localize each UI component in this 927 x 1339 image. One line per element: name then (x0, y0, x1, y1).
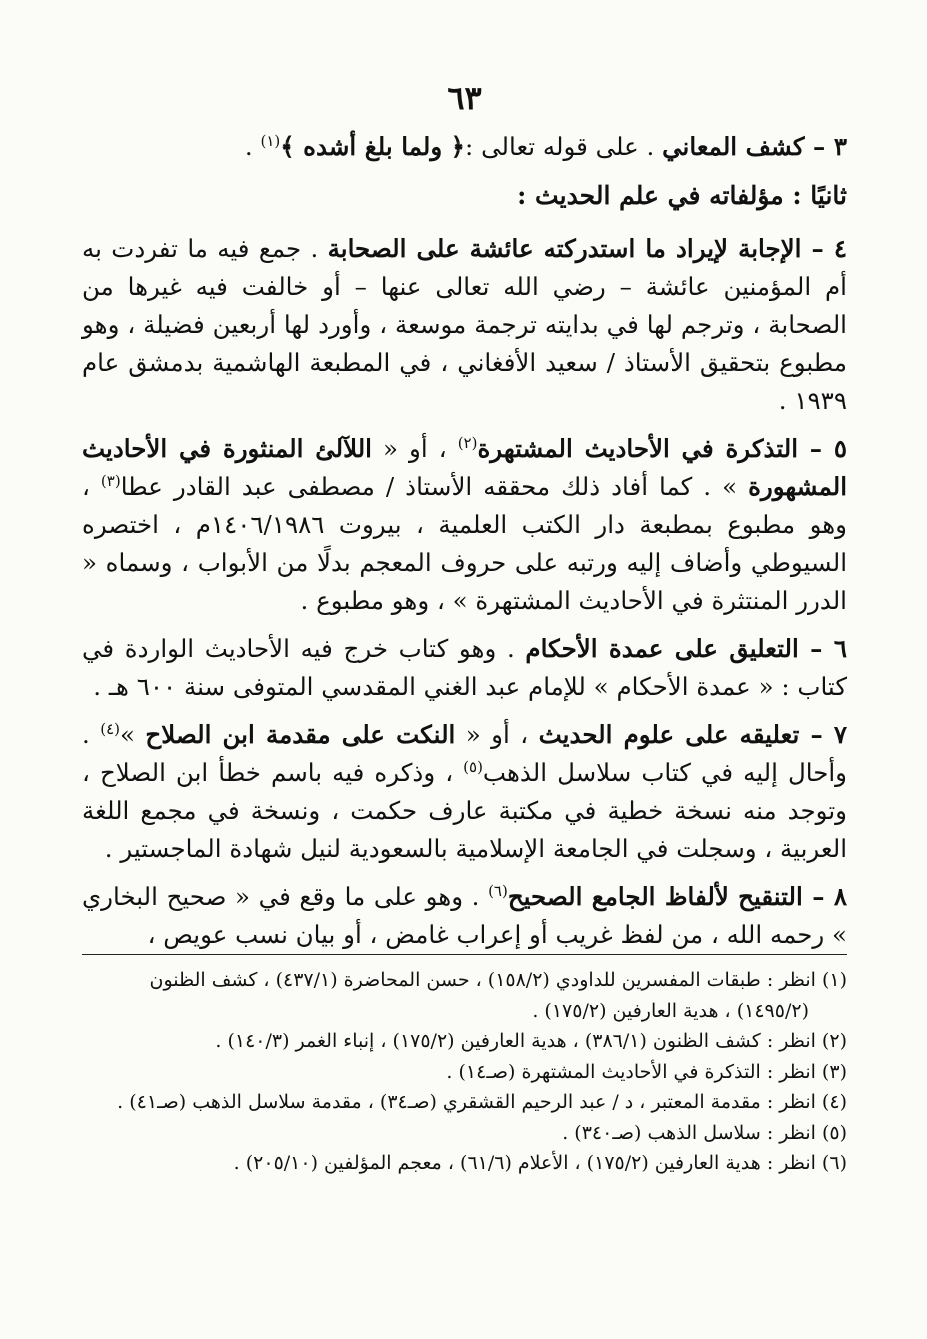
item-5-number: ٥ – (798, 434, 848, 463)
footnote-4: (٤) انظر : مقدمة المعتبر ، د / عبد الرحيم القشقري (صـ٣٤) ، مقدمة سلاسل الذهب (صـ٤١) . (117, 1091, 847, 1113)
item-7 (82, 716, 847, 868)
footnotes (82, 965, 847, 1179)
item-4-title: الإجابة لإيراد ما استدركته عائشة على الصحابة (327, 234, 802, 263)
item-7-title-alt: النكت على مقدمة ابن الصلاح (145, 720, 456, 749)
item-6 (82, 630, 847, 706)
item-3-text: . على قوله تعالى : (465, 132, 663, 161)
footnote-ref-3: (٣) (100, 471, 121, 490)
item-4-number: ٤ – (801, 234, 848, 263)
item-7-title: تعليقه على علوم الحديث (538, 720, 800, 749)
item-3-end: . (244, 132, 261, 161)
item-7-text-2: ، وذكره فيه باسم خطأ ابن الصلاح ، وتوجد منه نسخة خطية في مكتبة عارف حكمت ، ونسخة في مجمع اللغة العربية ، وسجلت في الجامعة الإسلامية بالسعودية لنيل شهادة الماجستير . (82, 758, 847, 863)
item-6-title: التعليق على عمدة الأحكام (525, 634, 799, 663)
item-4-text: . جمع فيه ما تفردت به أم المؤمنين عائشة – رضي الله تعالى عنها – أو خالفت فيه غيرها من الصحابة ، وترجم لها في بدايته ترجمة موسعة ، وأورد لها أربعين فضيلة ، وهو مطبوع بتحقيق الأستاذ / سعيد الأفغاني ، في المطبعة الهاشمية بدمشق عام ١٩٣٩ . (82, 234, 847, 415)
item-5 (82, 430, 847, 620)
footnote-ref-5: (٥) (463, 757, 483, 776)
footnote-3: (٣) انظر : التذكرة في الأحاديث المشتهرة (صـ١٤) . (446, 1060, 847, 1083)
footnote-5: (٥) انظر : سلاسل الذهب (صـ٣٤٠) . (562, 1121, 847, 1144)
item-5-text-2: ، وهو مطبوع بمطبعة دار الكتب العلمية ، بيروت ١٤٠٦/١٩٨٦م ، اختصره السيوطي وأضاف إليه ورتبه على حروف المعجم بدلًا من الأبواب ، وسماه « الدرر المنتثرة في الأحاديث المشتهرة » ، وهو مطبوع . (82, 472, 847, 615)
item-3-number: ٣ – (804, 132, 847, 161)
item-7-number: ٧ – (799, 720, 848, 749)
item-5-mid: ، أو « (371, 434, 458, 463)
item-7-close: » (120, 720, 146, 749)
page-number: ٦٣ (447, 79, 482, 117)
footnote-ref-1: (١) (260, 131, 281, 150)
item-8-number: ٨ – (802, 882, 847, 911)
item-8-text: . وهو على ما وقع في « صحيح البخاري » رحمه الله ، من لفظ غريب أو إعراب غامض ، أو بيان نسب عويص ، (82, 882, 847, 949)
footnote-1: (١) انظر : طبقات المفسرين للداودي (١٥٨/٢) ، حسن المحاضرة (٤٣٧/١) ، كشف الظنون (149, 969, 847, 991)
item-3-quote: ﴿ ولما بلغ أشده ﴾ (280, 132, 466, 161)
item-5-title: التذكرة في الأحاديث المشتهرة (477, 434, 799, 463)
item-7-mid: ، أو « (455, 720, 539, 749)
item-3 (82, 128, 847, 166)
footnote-ref-6: (٦) (488, 881, 508, 900)
footnote-6: (٦) انظر : هدية العارفين (١٧٥/٢) ، الأعلام (٦١/٦) ، معجم المؤلفين (٢٠٥/١٠) . (233, 1152, 847, 1174)
item-6-number: ٦ – (798, 634, 847, 663)
item-6-text: . وهو كتاب خرج فيه الأحاديث الواردة في كتاب : « عمدة الأحكام » للإمام عبد الغني المقدسي المتوفى سنة ٦٠٠ هـ . (82, 634, 847, 701)
section-heading: ثانيًا : مؤلفاته في علم الحديث : (517, 181, 847, 210)
item-8 (82, 878, 847, 955)
item-4 (82, 230, 847, 420)
item-5-text: » . كما أفاد ذلك محققه الأستاذ / مصطفى عبد القادر عطا (120, 472, 749, 501)
item-5-title-alt: اللآلئ المنثورة في الأحاديث المشهورة (82, 434, 848, 501)
footnote-1-continued: (١٤٩٥/٢) ، هدية العارفين (١٧٥/٢) . (532, 999, 809, 1022)
footnote-ref-4: (٤) (100, 719, 120, 738)
item-8-title: التنقيح لألفاظ الجامع الصحيح (507, 882, 803, 911)
footnote-ref-2: (٢) (457, 433, 478, 452)
footnote-2: (٢) انظر : كشف الظنون (٣٨٦/١) ، هدية العارفين (١٧٥/٢) ، إنباء الغمر (١٤٠/٣) . (215, 1030, 847, 1052)
item-3-title: كشف المعاني (662, 132, 805, 161)
item-7-text: . وأحال إليه في كتاب سلاسل الذهب (82, 720, 847, 787)
